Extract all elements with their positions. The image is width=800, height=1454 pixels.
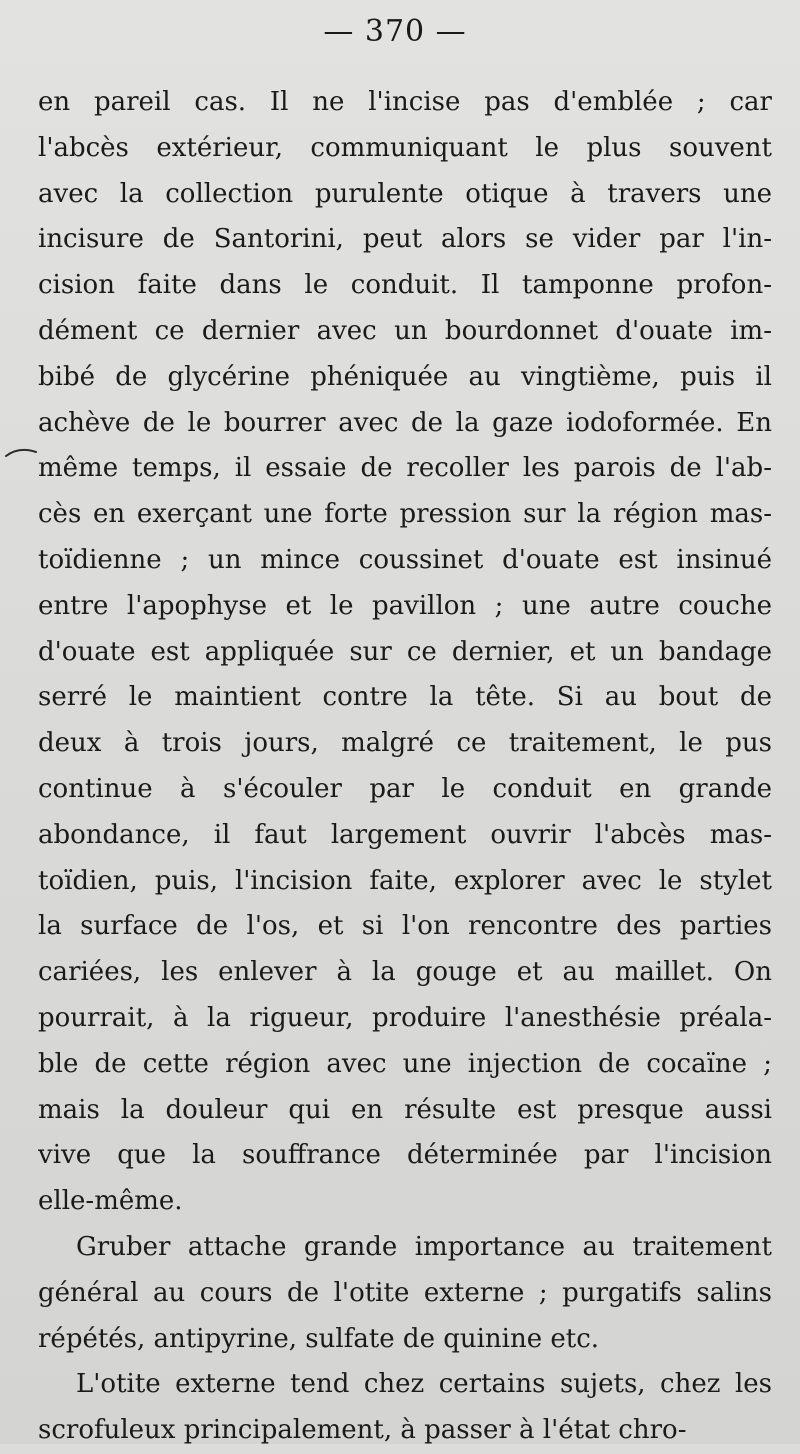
text-line: bibé de glycérine phéniquée au vingtième, puis il: [38, 361, 772, 392]
text-line: l'abcès extérieur, communiquant le plus souvent: [38, 132, 772, 163]
text-line: ble de cette région avec une injection de cocaïne ;: [38, 1048, 772, 1079]
text-line: cès en exerçant une forte pression sur la région mas-: [38, 499, 772, 530]
text-line: la surface de l'os, et si l'on rencontre des parties: [38, 911, 772, 942]
text-line: elle-même.: [38, 1186, 183, 1217]
text-line: dément ce dernier avec un bourdonnet d'ouate im-: [38, 315, 772, 346]
text-line: général au cours de l'otite externe ; purgatifs salins: [38, 1277, 772, 1308]
text-line: répétés, antipyrine, sulfate de quinine etc.: [38, 1323, 600, 1354]
text-line: scrofuleux principalement, à passer à l'état chro-: [38, 1415, 687, 1446]
text-line: abondance, il faut largement ouvrir l'abcès mas-: [38, 819, 772, 850]
text-line: L'otite externe tend chez certains sujets, chez les: [76, 1369, 772, 1400]
text-line: même temps, il essaie de recoller les parois de l'ab-: [38, 453, 772, 484]
text-line: Gruber attache grande importance au traitement: [76, 1231, 772, 1262]
text-line: deux à trois jours, malgré ce traitement, le pus: [38, 728, 772, 759]
text-line: d'ouate est appliquée sur ce dernier, et un bandage: [38, 636, 772, 667]
page-number: — 370 —: [323, 14, 467, 49]
pencil-margin-mark: [4, 446, 38, 460]
text-line: entre l'apophyse et le pavillon ; une autre couche: [38, 590, 772, 621]
body-text: [38, 80, 772, 1454]
paragraph: [38, 1225, 772, 1362]
text-line: toïdien, puis, l'incision faite, explorer avec le stylet: [38, 865, 772, 896]
text-line: en pareil cas. Il ne l'incise pas d'emblée ; car: [38, 87, 772, 117]
text-line: continue à s'écouler par le conduit en grande: [38, 773, 772, 804]
text-line: avec la collection purulente otique à travers une: [38, 178, 772, 209]
paragraph: [38, 1362, 772, 1454]
text-line: mais la douleur qui en résulte est presque aussi: [38, 1094, 772, 1125]
text-line: pourrait, à la rigueur, produire l'anesthésie préala-: [38, 1002, 772, 1033]
text-line: toïdienne ; un mince coussinet d'ouate est insinué: [38, 544, 772, 575]
text-line: serré le maintient contre la tête. Si au bout de: [38, 682, 772, 713]
text-line: cision faite dans le conduit. Il tamponne profon-: [38, 270, 772, 301]
text-line: vive que la souffrance déterminée par l'incision: [38, 1140, 772, 1171]
text-line: incisure de Santorini, peut alors se vider par l'in-: [38, 224, 772, 255]
paragraph: [38, 80, 772, 1225]
text-line: cariées, les enlever à la gouge et au maillet. On: [38, 957, 772, 988]
text-line: achève de le bourrer avec de la gaze iodoformée. En: [38, 407, 772, 438]
